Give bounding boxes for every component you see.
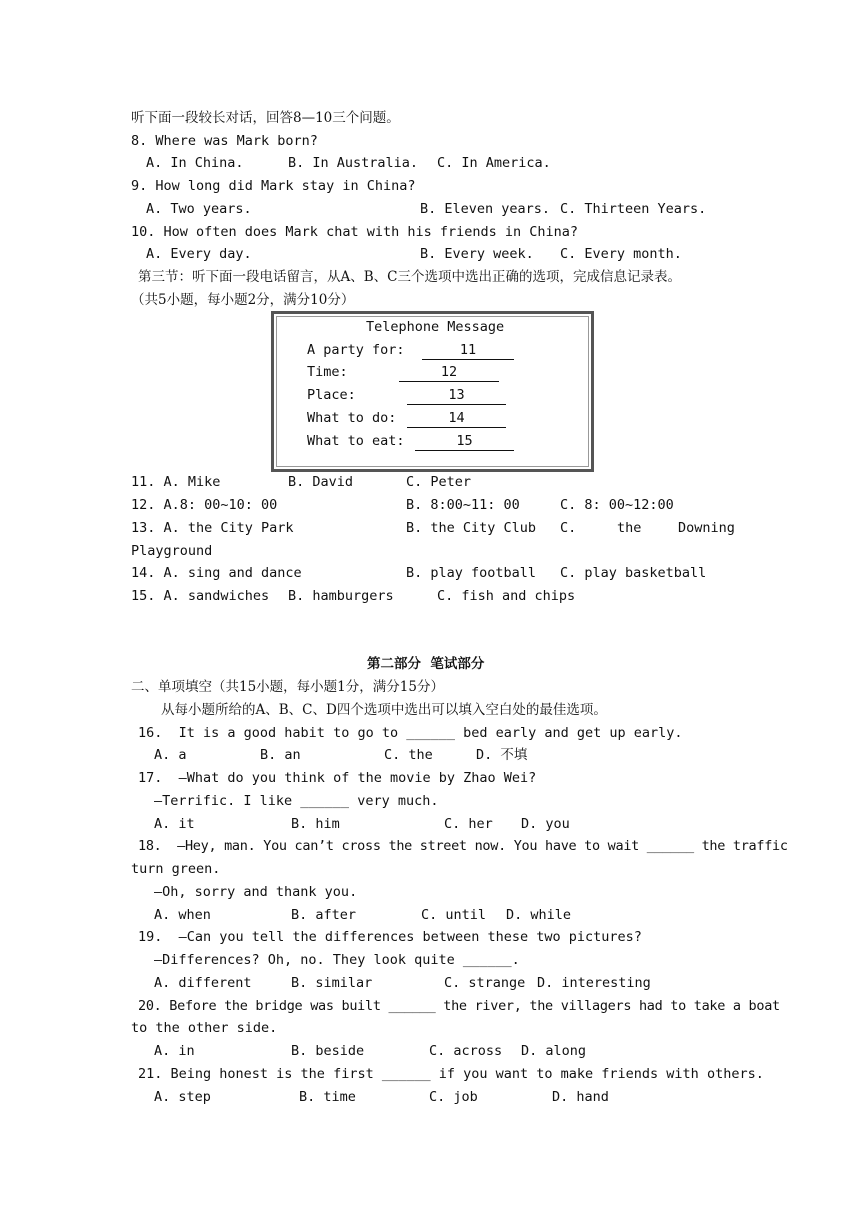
q18-stem: 18. —Hey, man. You can’t cross the street now. You have to wait ______ the traffic: [138, 838, 788, 854]
q9-option-a: A. Two years.: [146, 201, 252, 217]
q10-option-c: C. Every month.: [560, 246, 682, 262]
message-label-party: A party for:: [307, 342, 405, 358]
q12-option-a: 12. A.8: 00~10: 00: [131, 497, 278, 513]
message-title: Telephone Message: [366, 319, 505, 335]
q16-option-a: A. a: [154, 747, 187, 763]
part2-section-title: 二、单项填空（共15小题，每小题1分，满分15分）: [131, 679, 444, 695]
q10-stem: 10. How often does Mark chat with his friends in China?: [131, 224, 579, 240]
listening-intro: 听下面一段较长对话，回答8—10三个问题。: [131, 110, 400, 126]
q18-reply: —Oh, sorry and thank you.: [154, 884, 358, 900]
q8-option-c: C. In America.: [437, 155, 551, 171]
q18-option-c: C. until: [421, 907, 487, 923]
q19-option-c: C. strange: [444, 975, 526, 991]
q17-option-b: B. him: [291, 816, 340, 832]
q21-option-b: B. time: [299, 1089, 356, 1105]
message-label-eat: What to eat:: [307, 433, 405, 449]
q8-stem: 8. Where was Mark born?: [131, 133, 318, 149]
q16-option-c: C. the: [384, 747, 433, 763]
q17-option-d: D. you: [521, 816, 570, 832]
q17-reply: —Terrific. I like ______ very much.: [154, 793, 439, 809]
message-label-place: Place:: [307, 387, 356, 403]
q13-option-c-word1: the: [617, 520, 642, 536]
q15-option-c: C. fish and chips: [437, 588, 576, 604]
message-blank-14: 14: [407, 409, 506, 428]
q8-option-b: B. In Australia.: [288, 155, 419, 171]
q19-option-b: B. similar: [291, 975, 373, 991]
q20-stem-cont: to the other side.: [131, 1020, 278, 1036]
q19-option-a: A. different: [154, 975, 252, 991]
q16-option-b: B. an: [260, 747, 301, 763]
message-blank-15: 15: [415, 432, 514, 451]
q9-option-b: B. Eleven years.: [420, 201, 551, 217]
message-blank-13: 13: [407, 386, 506, 405]
q12-option-b: B. 8:00~11: 00: [406, 497, 520, 513]
q20-option-c: C. across: [429, 1043, 503, 1059]
q11-option-a: 11. A. Mike: [131, 474, 221, 490]
q10-option-b: B. Every week.: [420, 246, 534, 262]
q19-reply: —Differences? Oh, no. They look quite ______.: [154, 952, 520, 968]
q20-option-a: A. in: [154, 1043, 195, 1059]
q14-option-a: 14. A. sing and dance: [131, 565, 302, 581]
message-label-time: Time:: [307, 364, 348, 380]
q16-stem: 16. It is a good habit to go to ______ bed early and get up early.: [138, 725, 683, 741]
q19-stem: 19. —Can you tell the differences between these two pictures?: [138, 929, 642, 945]
q21-option-d: D. hand: [552, 1089, 609, 1105]
q18-option-a: A. when: [154, 907, 211, 923]
q12-option-c: C. 8: 00~12:00: [560, 497, 674, 513]
part2-heading: 第二部分 笔试部分: [367, 656, 485, 672]
q10-option-a: A. Every day.: [146, 246, 252, 262]
q17-option-a: A. it: [154, 816, 195, 832]
q13-option-b: B. the City Club: [406, 520, 537, 536]
q18-stem-cont: turn green.: [131, 861, 221, 877]
message-blank-11: 11: [422, 341, 514, 360]
q21-option-c: C. job: [429, 1089, 478, 1105]
q13-option-c-word2: Downing: [678, 520, 735, 536]
q17-stem: 17. —What do you think of the movie by Zhao Wei?: [138, 770, 537, 786]
q8-option-a: A. In China.: [146, 155, 244, 171]
q13-option-a: 13. A. the City Park: [131, 520, 294, 536]
message-blank-12: 12: [399, 363, 499, 382]
q21-stem: 21. Being honest is the first ______ if you want to make friends with others.: [138, 1066, 764, 1082]
message-label-todo: What to do:: [307, 410, 397, 426]
q13-option-c-letter: C.: [560, 520, 577, 536]
q21-option-a: A. step: [154, 1089, 211, 1105]
q15-option-a: 15. A. sandwiches: [131, 588, 270, 604]
q14-option-c: C. play basketball: [560, 565, 707, 581]
part2-instruction: 从每小题所给的A、B、C、D四个选项中选出可以填入空白处的最佳选项。: [161, 702, 607, 718]
q11-option-b: B. David: [288, 474, 354, 490]
q9-stem: 9. How long did Mark stay in China?: [131, 178, 416, 194]
q9-option-c: C. Thirteen Years.: [560, 201, 707, 217]
q20-option-b: B. beside: [291, 1043, 365, 1059]
q20-stem: 20. Before the bridge was built ______ the river, the villagers had to take a boat: [138, 998, 780, 1014]
q18-option-b: B. after: [291, 907, 357, 923]
q14-option-b: B. play football: [406, 565, 537, 581]
q18-option-d: D. while: [506, 907, 572, 923]
q20-option-d: D. along: [521, 1043, 587, 1059]
section3-scoring: （共5小题，每小题2分，满分10分）: [131, 292, 355, 308]
q16-option-d: D. 不填: [476, 747, 528, 763]
q15-option-b: B. hamburgers: [288, 588, 394, 604]
q13-option-c-word3: Playground: [131, 543, 213, 559]
q11-option-c: C. Peter: [406, 474, 472, 490]
q17-option-c: C. her: [444, 816, 493, 832]
q19-option-d: D. interesting: [537, 975, 651, 991]
section3-instruction: 第三节：听下面一段电话留言，从A、B、C三个选项中选出正确的选项，完成信息记录表。: [138, 269, 681, 285]
